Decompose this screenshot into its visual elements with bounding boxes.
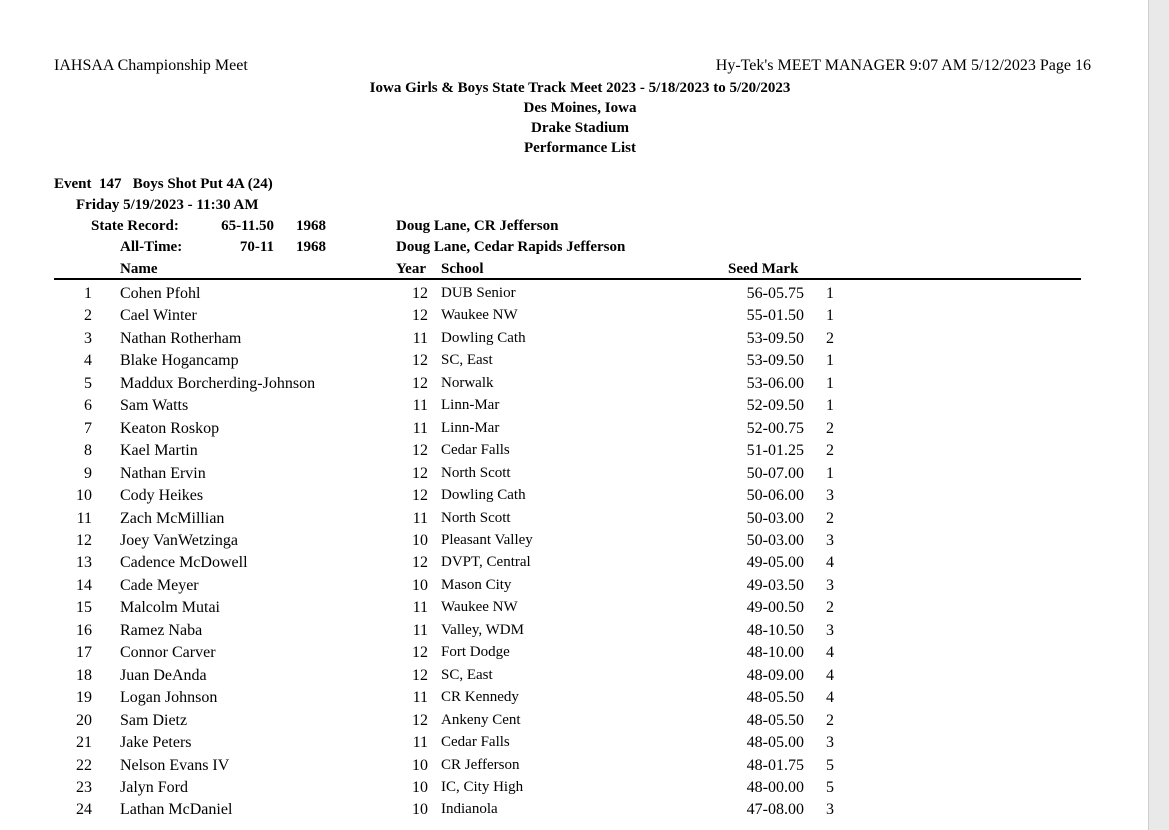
seed-mark: 48-09.00 xyxy=(746,666,804,684)
seed-mark: 53-09.50 xyxy=(746,329,804,347)
place-number: 18 xyxy=(76,666,92,684)
seed-mark: 52-09.50 xyxy=(746,397,804,415)
software-header: Hy-Tek's MEET MANAGER 9:07 AM 5/12/2023 Page 16 xyxy=(715,57,1091,74)
state-record-holder: Doug Lane, CR Jefferson xyxy=(396,218,559,234)
heat-number: 3 xyxy=(826,734,834,751)
place-number: 14 xyxy=(76,576,92,594)
athlete-name: Blake Hogancamp xyxy=(120,352,239,370)
athlete-school: Mason City xyxy=(441,576,512,593)
athlete-school: Dowling Cath xyxy=(441,329,526,346)
event-title: Event 147 Boys Shot Put 4A (24) xyxy=(54,176,273,192)
seed-mark: 55-01.50 xyxy=(746,307,804,325)
athlete-school: Dowling Cath xyxy=(441,487,526,503)
athlete-name: Cody Heikes xyxy=(120,487,204,504)
athlete-year: 11 xyxy=(412,734,428,751)
athlete-school: Cedar Falls xyxy=(441,442,510,459)
athlete-year: 10 xyxy=(412,532,428,549)
athlete-name: Nathan Ervin xyxy=(120,464,206,482)
heat-number: 4 xyxy=(826,689,834,707)
meet-location: Des Moines, Iowa xyxy=(523,100,637,116)
place-number: 16 xyxy=(76,621,92,639)
seed-mark: 53-06.00 xyxy=(746,374,804,392)
athlete-name: Sam Dietz xyxy=(120,711,188,729)
place-number: 3 xyxy=(84,329,92,347)
event-datetime: Friday 5/19/2023 - 11:30 AM xyxy=(76,197,259,213)
athlete-name: Malcolm Mutai xyxy=(120,599,220,617)
table-row xyxy=(0,465,1148,487)
seed-mark: 48-10.00 xyxy=(746,644,804,662)
athlete-name: Joey VanWetzinga xyxy=(120,532,238,549)
athlete-year: 11 xyxy=(412,599,428,617)
athlete-school: Valley, WDM xyxy=(441,621,524,638)
state-record-year: 1968 xyxy=(296,218,326,234)
report-title: Performance List xyxy=(523,140,637,156)
athlete-name: Cohen Pfohl xyxy=(120,285,201,302)
place-number: 9 xyxy=(84,464,92,482)
athlete-year: 12 xyxy=(412,666,428,684)
place-number: 6 xyxy=(84,397,92,415)
heat-number: 3 xyxy=(826,621,834,639)
athlete-year: 12 xyxy=(412,307,428,325)
athlete-school: IC, City High xyxy=(441,778,524,795)
athlete-name: Jake Peters xyxy=(120,734,192,751)
heat-number: 1 xyxy=(826,374,834,392)
athlete-school: Waukee NW xyxy=(441,599,518,616)
seed-mark: 49-05.00 xyxy=(746,554,804,572)
heat-number: 3 xyxy=(826,801,834,819)
athlete-name: Maddux Borcherding-Johnson xyxy=(120,374,316,392)
heat-number: 1 xyxy=(826,285,834,302)
athlete-name: Zach McMillian xyxy=(120,509,225,527)
all-time-label: All-Time: xyxy=(120,239,183,255)
athlete-school: DUB Senior xyxy=(441,285,516,301)
athlete-name: Kael Martin xyxy=(120,442,198,460)
all-time-mark: 70-11 xyxy=(239,239,274,255)
seed-mark: 53-09.50 xyxy=(746,352,804,370)
athlete-school: Cedar Falls xyxy=(441,734,510,750)
table-row xyxy=(0,779,1148,801)
athlete-year: 11 xyxy=(412,397,428,415)
meet-venue: Drake Stadium xyxy=(531,120,629,136)
seed-mark: 48-05.50 xyxy=(746,689,804,707)
athlete-name: Connor Carver xyxy=(120,644,216,662)
athlete-school: CR Kennedy xyxy=(441,689,519,706)
meet-name-header: IAHSAA Championship Meet xyxy=(54,57,248,74)
place-number: 1 xyxy=(84,285,92,302)
athlete-year: 12 xyxy=(412,442,428,460)
heat-number: 4 xyxy=(826,644,834,662)
seed-mark: 48-00.00 xyxy=(746,778,804,796)
heat-number: 4 xyxy=(826,666,834,684)
place-number: 10 xyxy=(76,487,92,504)
place-number: 11 xyxy=(76,509,92,527)
athlete-year: 11 xyxy=(412,509,428,527)
heat-number: 2 xyxy=(826,711,834,729)
table-row xyxy=(0,757,1148,779)
table-row xyxy=(0,352,1148,374)
athlete-name: Cael Winter xyxy=(120,307,197,325)
athlete-name: Lathan McDaniel xyxy=(120,801,233,819)
heat-number: 5 xyxy=(826,756,834,774)
heat-number: 1 xyxy=(826,464,834,482)
athlete-name: Cadence McDowell xyxy=(120,554,248,572)
athlete-year: 12 xyxy=(412,285,428,302)
athlete-year: 12 xyxy=(412,487,428,504)
table-row xyxy=(0,532,1148,554)
heat-number: 2 xyxy=(826,442,834,460)
athlete-name: Ramez Naba xyxy=(120,621,203,639)
place-number: 20 xyxy=(76,711,92,729)
athlete-year: 10 xyxy=(412,756,428,774)
table-row xyxy=(0,285,1148,307)
heat-number: 1 xyxy=(826,307,834,325)
table-row xyxy=(0,644,1148,666)
athlete-school: SC, East xyxy=(441,352,493,369)
athlete-year: 11 xyxy=(412,689,428,707)
state-record-mark: 65-11.50 xyxy=(221,218,274,234)
athlete-name: Jalyn Ford xyxy=(120,778,188,796)
table-row xyxy=(0,307,1148,329)
seed-mark: 51-01.25 xyxy=(746,442,804,460)
athlete-name: Logan Johnson xyxy=(120,689,218,707)
heat-number: 4 xyxy=(826,554,834,572)
heat-number: 2 xyxy=(826,329,834,347)
athlete-school: Linn-Mar xyxy=(441,419,500,436)
table-row xyxy=(0,622,1148,644)
heat-number: 2 xyxy=(826,419,834,437)
heat-number: 2 xyxy=(826,599,834,617)
seed-mark: 49-03.50 xyxy=(746,576,804,594)
place-number: 19 xyxy=(76,689,92,707)
athlete-school: CR Jefferson xyxy=(441,756,520,773)
athlete-year: 10 xyxy=(412,801,428,819)
table-row xyxy=(0,397,1148,419)
athlete-school: Waukee NW xyxy=(441,307,518,324)
place-number: 13 xyxy=(76,554,92,572)
seed-mark: 50-03.00 xyxy=(746,532,804,549)
table-row xyxy=(0,554,1148,576)
place-number: 23 xyxy=(76,778,92,796)
meet-title: Iowa Girls & Boys State Track Meet 2023 - 5/18/2023 to 5/20/2023 xyxy=(369,80,791,96)
athlete-school: Fort Dodge xyxy=(441,644,510,661)
place-number: 4 xyxy=(84,352,92,370)
seed-mark: 48-01.75 xyxy=(746,756,804,774)
column-header-seed-mark: Seed Mark xyxy=(728,261,799,277)
athlete-year: 12 xyxy=(412,464,428,482)
heat-number: 1 xyxy=(826,352,834,370)
table-row xyxy=(0,577,1148,599)
seed-mark: 52-00.75 xyxy=(746,419,804,437)
place-number: 5 xyxy=(84,374,92,392)
athlete-name: Sam Watts xyxy=(120,397,189,415)
column-header-name: Name xyxy=(120,261,158,277)
table-row xyxy=(0,442,1148,464)
athlete-name: Nelson Evans IV xyxy=(120,756,230,774)
place-number: 2 xyxy=(84,307,92,325)
seed-mark: 48-10.50 xyxy=(746,621,804,639)
athlete-year: 10 xyxy=(412,778,428,796)
table-row xyxy=(0,667,1148,689)
table-row xyxy=(0,734,1148,756)
header-divider xyxy=(54,278,1081,280)
table-row xyxy=(0,420,1148,442)
seed-mark: 50-06.00 xyxy=(746,487,804,504)
column-header-year: Year xyxy=(396,261,426,277)
athlete-school: Ankeny Cent xyxy=(441,711,521,728)
place-number: 24 xyxy=(76,801,92,819)
state-record-label: State Record: xyxy=(91,218,179,234)
table-row xyxy=(0,801,1148,823)
place-number: 7 xyxy=(84,419,92,437)
seed-mark: 50-07.00 xyxy=(746,464,804,482)
athlete-year: 12 xyxy=(412,554,428,572)
table-row xyxy=(0,510,1148,532)
heat-number: 2 xyxy=(826,509,834,527)
table-row xyxy=(0,689,1148,711)
athlete-name: Keaton Roskop xyxy=(120,419,220,437)
heat-number: 3 xyxy=(826,576,834,594)
athlete-year: 11 xyxy=(412,329,428,347)
athlete-school: Pleasant Valley xyxy=(441,532,533,548)
place-number: 8 xyxy=(84,442,92,460)
athlete-year: 12 xyxy=(412,352,428,370)
all-time-year: 1968 xyxy=(296,239,326,255)
athlete-school: Linn-Mar xyxy=(441,397,500,414)
table-row xyxy=(0,712,1148,734)
athlete-school: SC, East xyxy=(441,666,493,683)
place-number: 17 xyxy=(76,644,92,662)
place-number: 21 xyxy=(76,734,92,751)
athlete-school: DVPT, Central xyxy=(441,554,531,571)
seed-mark: 50-03.00 xyxy=(746,509,804,527)
table-row xyxy=(0,330,1148,352)
athlete-name: Juan DeAnda xyxy=(120,666,207,684)
table-row xyxy=(0,487,1148,509)
seed-mark: 47-08.00 xyxy=(746,801,804,819)
seed-mark: 48-05.50 xyxy=(746,711,804,729)
athlete-school: Indianola xyxy=(441,801,498,818)
seed-mark: 56-05.75 xyxy=(746,285,804,302)
seed-mark: 49-00.50 xyxy=(746,599,804,617)
seed-mark: 48-05.00 xyxy=(746,734,804,751)
heat-number: 3 xyxy=(826,532,834,549)
athlete-year: 12 xyxy=(412,644,428,662)
athlete-year: 12 xyxy=(412,374,428,392)
athlete-school: North Scott xyxy=(441,464,511,481)
athlete-year: 11 xyxy=(412,419,428,437)
athlete-year: 12 xyxy=(412,711,428,729)
athlete-name: Cade Meyer xyxy=(120,576,199,594)
column-header-school: School xyxy=(441,261,484,277)
athlete-school: North Scott xyxy=(441,509,511,526)
table-row xyxy=(0,599,1148,621)
athlete-year: 10 xyxy=(412,576,428,594)
place-number: 22 xyxy=(76,756,92,774)
place-number: 12 xyxy=(76,532,92,549)
athlete-name: Nathan Rotherham xyxy=(120,329,242,347)
heat-number: 3 xyxy=(826,487,834,504)
table-row xyxy=(0,375,1148,397)
place-number: 15 xyxy=(76,599,92,617)
athlete-school: Norwalk xyxy=(441,374,494,391)
all-time-holder: Doug Lane, Cedar Rapids Jefferson xyxy=(396,239,626,255)
heat-number: 5 xyxy=(826,778,834,796)
athlete-year: 11 xyxy=(412,621,428,639)
heat-number: 1 xyxy=(826,397,834,415)
